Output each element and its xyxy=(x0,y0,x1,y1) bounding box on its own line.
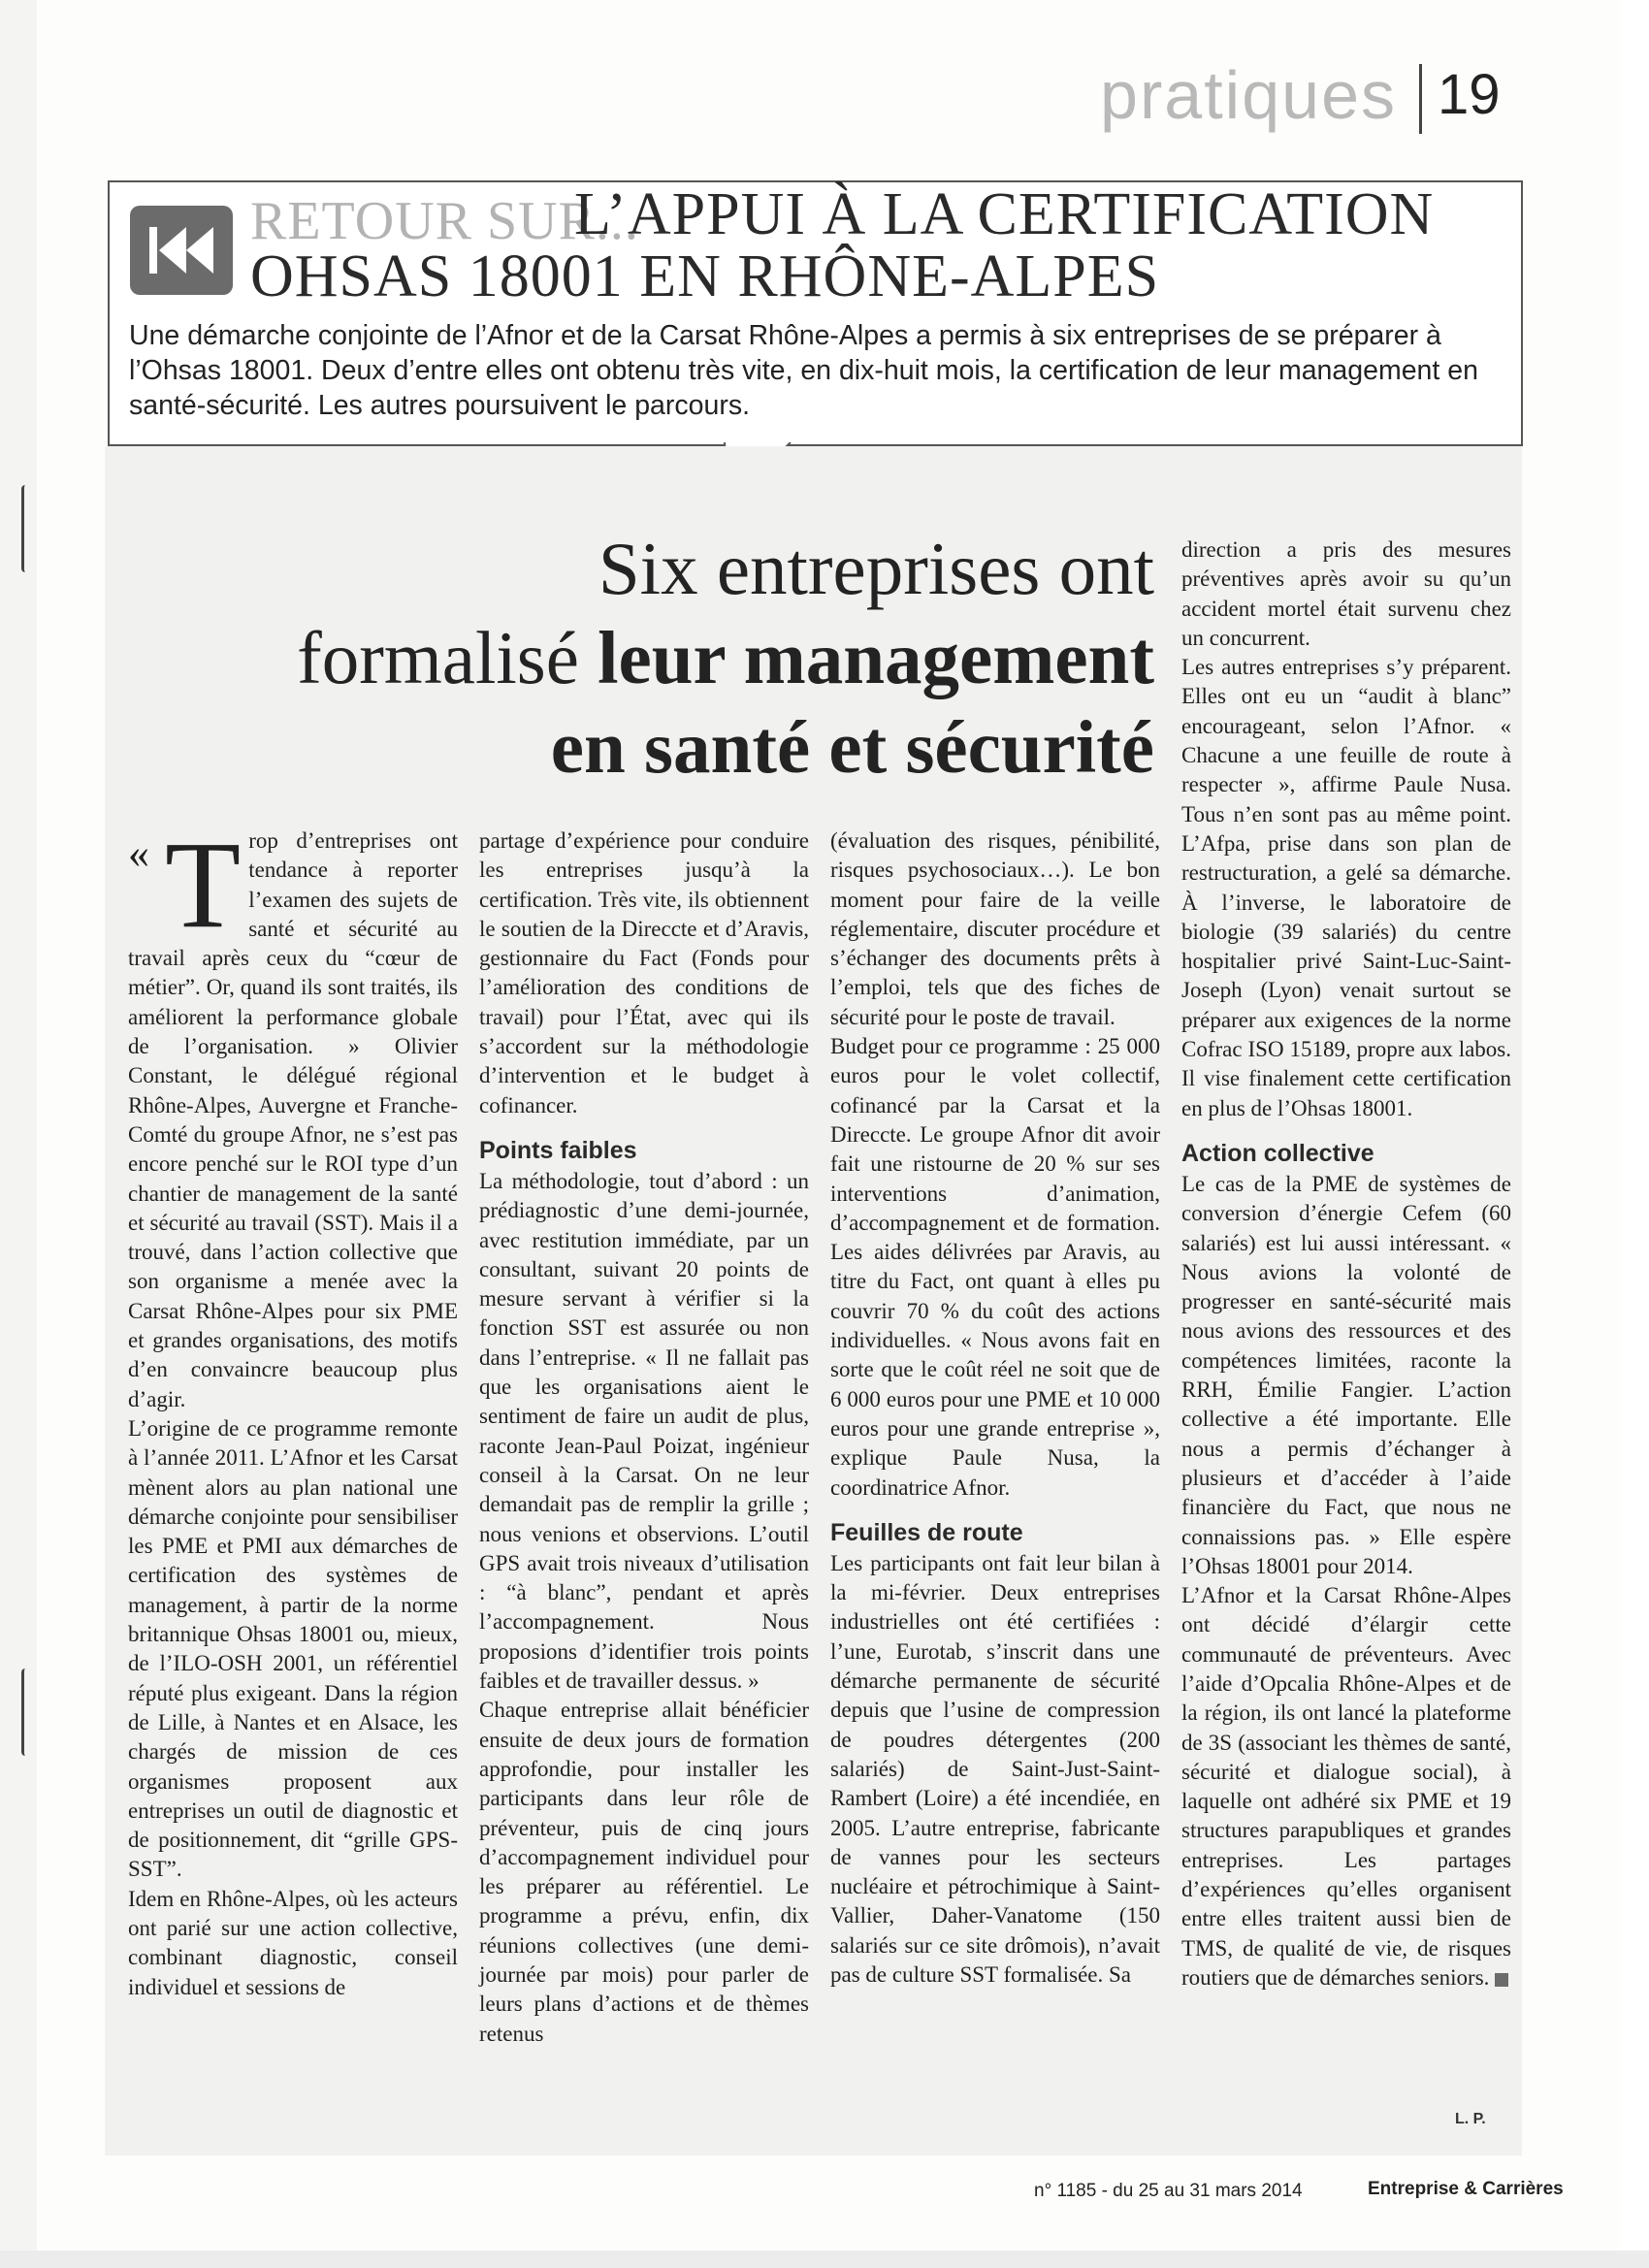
end-of-article-icon xyxy=(1495,1973,1508,1987)
subheading-points-faibles: Points faibles xyxy=(479,1136,637,1164)
paragraph-final xyxy=(1181,1581,1511,1993)
retour-sur-label: RETOUR SUR... xyxy=(250,191,639,251)
article-column-1 xyxy=(128,816,458,2002)
box-title-line2: OHSAS 18001 EN RHÔNE-ALPES xyxy=(250,243,1160,309)
article-chapo: Une démarche conjointe de l’Afnor et de la Carsat Rhône-Alpes a permis à six entreprises de se préparer à l’Ohsas 18001. Deux d’entre elles ont obtenu très vite, en dix-huit mois, la certification de leur management en santé-sécurité. Les autres poursuivent le parcours. xyxy=(129,320,1478,421)
paragraph: Les participants ont fait leur bilan à la mi-février. Deux entreprises industrielles ont été certifiées : l’une, Eurotab, s’inscrit dans une démarche permanente de sécurité depuis que l’usine de compression de poudres détergentes (200 salariés) de Saint-Just-Saint-Rambert (Loire) a été incendiée, en 2005. L’autre entreprise, fabricante de vannes pour les secteurs nucléaire et pétrochimique à Saint-Vallier, Daher-Vanatome (150 salariés sur ce site drômois), n’avait pas de culture SST formalisée. Sa xyxy=(830,1550,1160,1987)
paragraph: direction a pris des mesures préventives après avoir su qu’un accident mortel était survenu chez un concurrent. xyxy=(1181,537,1511,650)
article-column-3 xyxy=(830,826,1160,1990)
footer-issue: n° 1185 - du 25 au 31 mars 2014 xyxy=(1034,2181,1303,2201)
rewind-icon xyxy=(130,206,233,295)
paragraph: Le cas de la PME de systèmes de conversion d’énergie Cefem (60 salariés) est lui aussi intéressant. « Nous avions la volonté de progresser en santé-sécurité mais nous avions des ressources et des compétences limitées, raconte la RRH, Émilie Fangier. L’action collective a été importante. Elle nous a permis d’échanger à plusieurs et d’accéder à l’aide financière du Fact, que nous ne connaissions pas. » Elle espère l’Ohsas 18001 pour 2014. xyxy=(1181,1171,1511,1578)
headline-line2 xyxy=(107,613,1154,702)
paragraph: Les autres entreprises s’y préparent. Elles ont eu un “audit à blanc” encourageant, selon l’Afnor. « Chacune a une feuille de route à respecter », affirme Paule Nusa. Tous n’en sont pas au même point. L’Afpa, prise dans son plan de restructuration, a gelé sa démarche. À l’inverse, le laboratoire de biologie (39 salariés) du centre hospitalier privé Saint-Luc-Saint-Joseph (Lyon) venait surtout se préparer aux exigences de la norme Cofrac ISO 15189, propre aux labos. Il vise finalement cette certification en plus de l’Ohsas 18001. xyxy=(1181,655,1511,1120)
lead-paragraph xyxy=(128,816,458,1414)
scan-edge xyxy=(0,0,37,2268)
paragraph: La méthodologie, tout d’abord : un prédiagnostic d’une demi-journée, avec restitution immédiate, par un consultant, suivant 20 points de mesure servant à vérifier si la fonction SST est assurée ou non dans l’entreprise. « Il ne fallait pas que les organisations aient le sentiment de faire un audit de plus, raconte Jean-Paul Poizat, ingénieur conseil à la Carsat. On ne leur demandait pas de remplir la grille ; nous venions et observions. L’outil GPS avait trois niveaux d’utilisation : “à blanc”, pendant et après l’accompagnement. Nous proposions d’identifier trois points faibles et de travailler dessus. » xyxy=(479,1168,809,1694)
open-quote: « xyxy=(128,829,149,877)
dropcap: T xyxy=(165,816,242,954)
article-column-2 xyxy=(479,826,809,2049)
headline-line2-regular: formalisé xyxy=(297,616,598,699)
header-divider xyxy=(1419,64,1422,134)
page-number: 19 xyxy=(1438,63,1501,126)
paragraph-final-text: L’Afnor et la Carsat Rhône-Alpes ont décidé d’élargir cette communauté de préventeurs. Avec l’aide d’Opcalia Rhône-Alpes et de la région, ils ont lancé la plateforme de 3S (associant les thèmes de santé, sécurité et dialogue social), à laquelle ont adhéré six PME et 19 structures parapubliques et grandes entreprises. Les partages d’expériences qu’elles organisent entre elles traitent aussi bien de TMS, de qualité de vie, de risques routiers que de démarches seniors. xyxy=(1181,1583,1511,1990)
staple-mark xyxy=(21,1669,32,1756)
headline-line2-bold: leur management xyxy=(598,616,1154,699)
paragraph: Idem en Rhône-Alpes, où les acteurs ont parié sur une action collective, combinant diagnostic, conseil individuel et sessions de xyxy=(128,1886,458,1999)
subheading-action-collective: Action collective xyxy=(1181,1139,1374,1167)
paragraph: Budget pour ce programme : 25 000 euros pour le volet collectif, cofinancé par la Carsat et la Direccte. Le groupe Afnor dit avoir fait une ristourne de 20 % sur ses interventions d’animation, d’accompagnement et de formation. Les aides délivrées par Aravis, au titre du Fact, ont quant à elles pu couvrir 70 % du coût des actions individuelles. « Nous avons fait en sorte que le coût réel ne soit que de 6 000 euros pour une PME et 10 000 euros pour une grande entreprise », explique Paule Nusa, la coordinatrice Afnor. xyxy=(830,1034,1160,1500)
article-headline xyxy=(107,524,1154,792)
box-title-line1: L’APPUI À LA CERTIFICATION xyxy=(574,181,1435,247)
scan-edge-bottom xyxy=(0,2251,1649,2268)
paragraph: partage d’expérience pour conduire les entreprises jusqu’à la certification. Très vite, ils obtiennent le soutien de la Direccte et d’Aravis, gestionnaire du Fact (Fonds pour l’amélioration des conditions de travail) pour l’État, avec qui ils s’accordent sur la méthodologie d’intervention et le budget à cofinancer. xyxy=(479,828,809,1118)
paragraph: Chaque entreprise allait bénéficier ensuite de deux jours de formation approfondie, pour installer les participants dans leur rôle de préventeur, puis de cinq jours d’accompagnement individuel pour les préparer au référentiel. Le programme a prévu, enfin, dix réunions collectives (une demi-journée par mois) pour parler de leurs plans d’actions et de thèmes retenus xyxy=(479,1698,809,2046)
headline-line1: Six entreprises ont xyxy=(598,527,1154,610)
paragraph: L’origine de ce programme remonte à l’année 2011. L’Afnor et les Carsat mènent alors au plan national une démarche conjointe pour sensibiliser les PME et PMI aux démarches de certification des systèmes de management, à partir de la norme britannique Ohsas 18001 ou, mieux, de l’ILO-OSH 2001, un référentiel réputé plus exigeant. Dans la région de Lille, à Nantes et en Alsace, les chargés de mission de ces organismes proposent aux entreprises un outil de diagnostic et de positionnement, dit “grille GPS-SST”. xyxy=(128,1415,458,1882)
footer-brand: Entreprise & Carrières xyxy=(1368,2179,1564,2199)
paragraph: (évaluation des risques, pénibilité, risques psychosociaux…). Le bon moment pour faire de la veille réglementaire, discuter procédure et s’échanger des documents prêts à l’emploi, tels que des fiches de sécurité pour le poste de travail. xyxy=(830,828,1160,1029)
section-name: pratiques xyxy=(1100,57,1397,133)
paragraph: rop d’entreprises ont tendance à reporter l’examen des sujets de santé et sécurité au travail après ceux du “cœur de métier”. Or, quand ils sont traités, ils améliorent la performance globale de l’organisation. » Olivier Constant, le délégué régional Rhône-Alpes, Auvergne et Franche-Comté du groupe Afnor, ne s’est pas encore penché sur le ROI type d’un chantier de management de la santé et sécurité au travail (SST). Mais il a trouvé, dans l’action collective que son organisme a menée avec la Carsat Rhône-Alpes pour six PME et grandes organisations, des motifs d’en convaincre beaucoup plus d’agir. xyxy=(128,828,458,1411)
article-column-4 xyxy=(1181,535,1511,1993)
subheading-feuilles-de-route: Feuilles de route xyxy=(830,1518,1023,1546)
author-signature: L. P. xyxy=(1455,2111,1486,2127)
headline-line3: en santé et sécurité xyxy=(550,705,1154,789)
staple-mark xyxy=(21,485,32,572)
